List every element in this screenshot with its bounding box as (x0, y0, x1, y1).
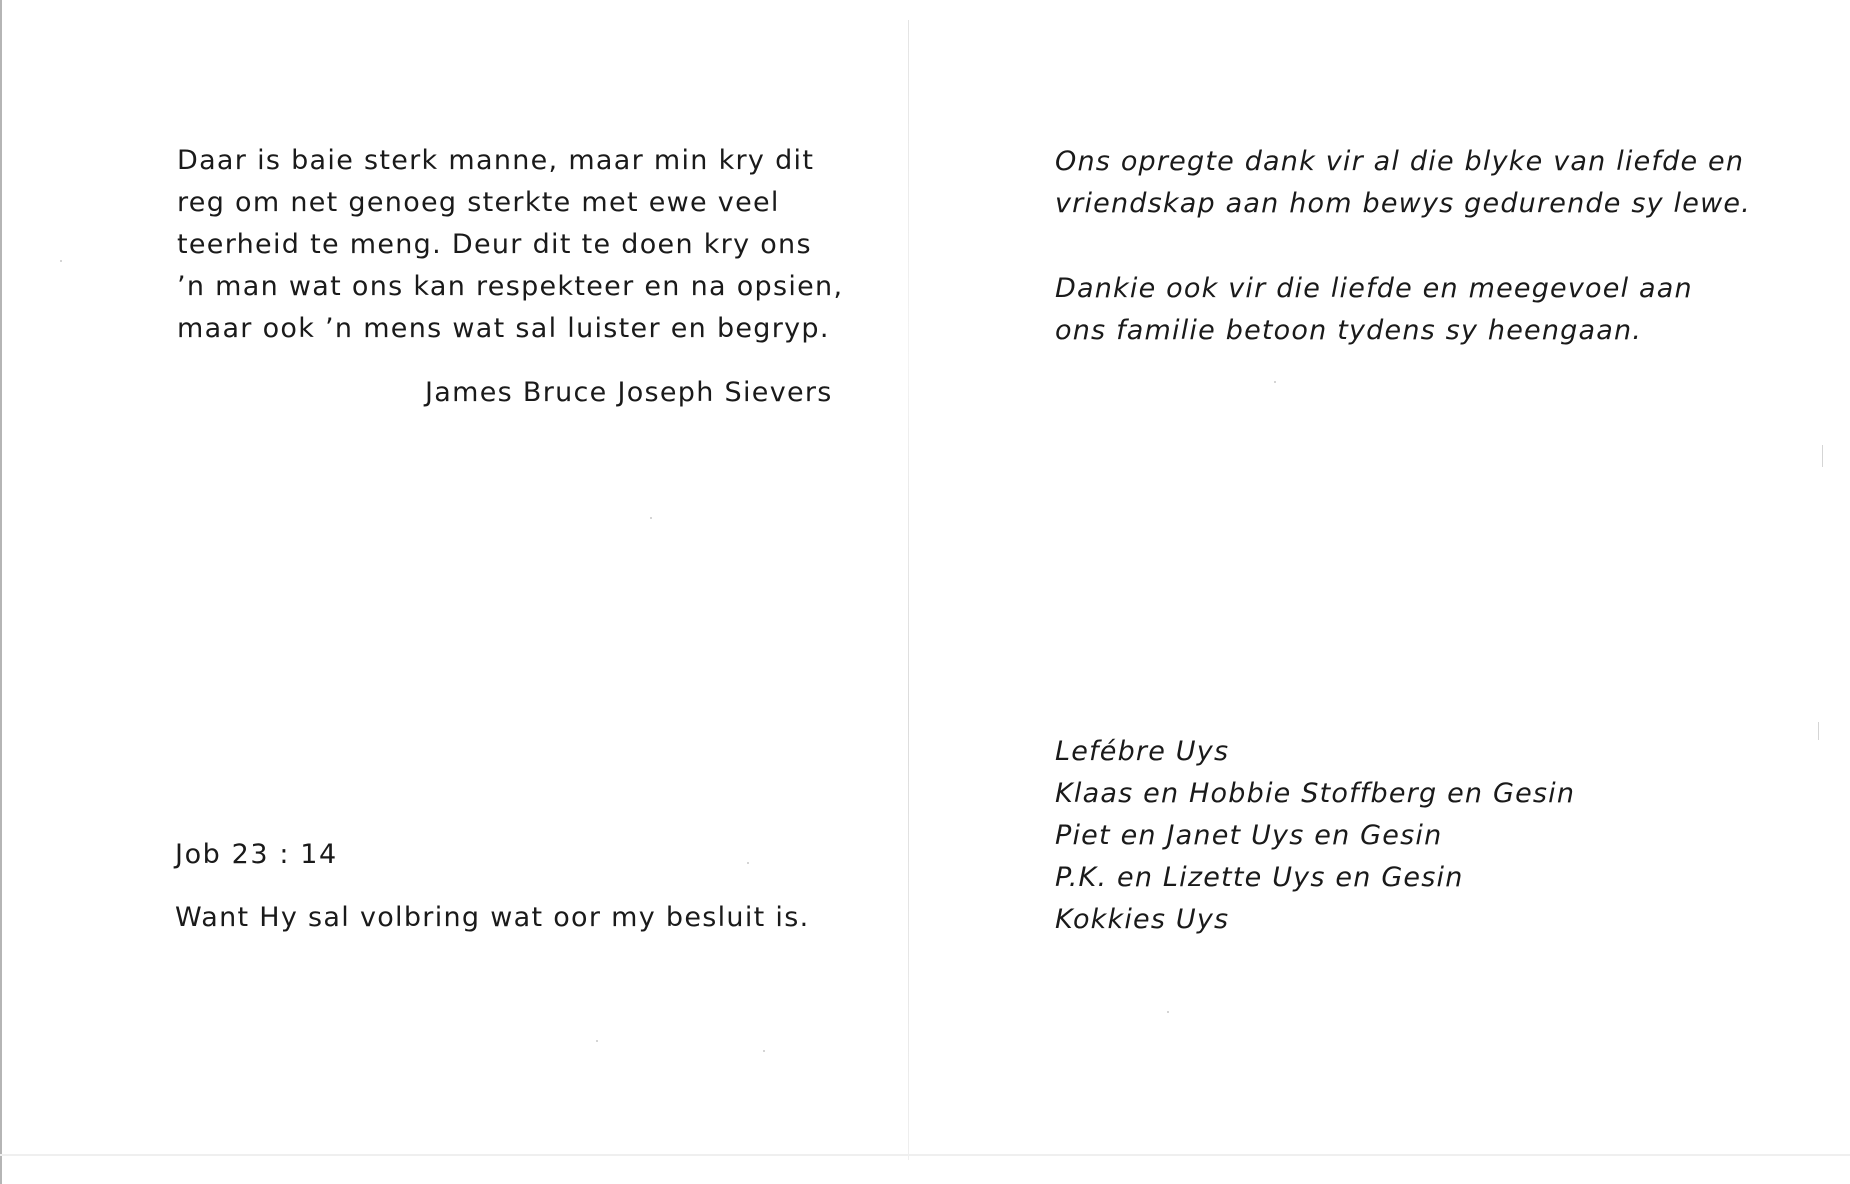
paper-speck (1167, 1011, 1169, 1013)
family-name: Lefébre Uys (1055, 736, 1230, 767)
family-name: P.K. en Lizette Uys en Gesin (1055, 862, 1464, 893)
family-name: Klaas en Hobbie Stoffberg en Gesin (1055, 778, 1576, 809)
paper-speck (763, 1050, 765, 1052)
thanks-line: ons familie betoon tydens sy heengaan. (1055, 315, 1643, 346)
scripture-reference: Job 23 : 14 (175, 839, 338, 870)
scan-mark (1818, 722, 1819, 740)
thanks-line: vriendskap aan hom bewys gedurende sy lewe. (1055, 188, 1751, 219)
thanks-line: Dankie ook vir die liefde en meegevoel aan (1055, 273, 1693, 304)
quote-line: maar ook ’n mens wat sal luister en begryp. (177, 313, 830, 344)
quote-line: teerheid te meng. Deur dit te doen kry ons (177, 229, 812, 260)
paper-speck (650, 517, 652, 519)
scripture-text: Want Hy sal volbring wat oor my besluit is. (175, 902, 810, 933)
paper-left-edge (0, 0, 2, 1184)
center-fold (908, 20, 909, 1160)
quote-attribution: James Bruce Joseph Sievers (425, 377, 833, 408)
family-name: Piet en Janet Uys en Gesin (1055, 820, 1443, 851)
paper-bottom-edge (0, 1154, 1850, 1156)
quote-line: reg om net genoeg sterkte met ewe veel (177, 187, 780, 218)
quote-line: Daar is baie sterk manne, maar min kry dit (177, 145, 815, 176)
quote-line: ’n man wat ons kan respekteer en na opsien, (177, 271, 844, 302)
scan-mark (1822, 445, 1823, 467)
paper-speck (1274, 381, 1276, 383)
paper-speck (747, 862, 749, 864)
paper-speck (596, 1040, 598, 1042)
family-name: Kokkies Uys (1055, 904, 1230, 935)
paper-speck (60, 260, 62, 262)
thanks-line: Ons opregte dank vir al die blyke van liefde en (1055, 146, 1745, 177)
